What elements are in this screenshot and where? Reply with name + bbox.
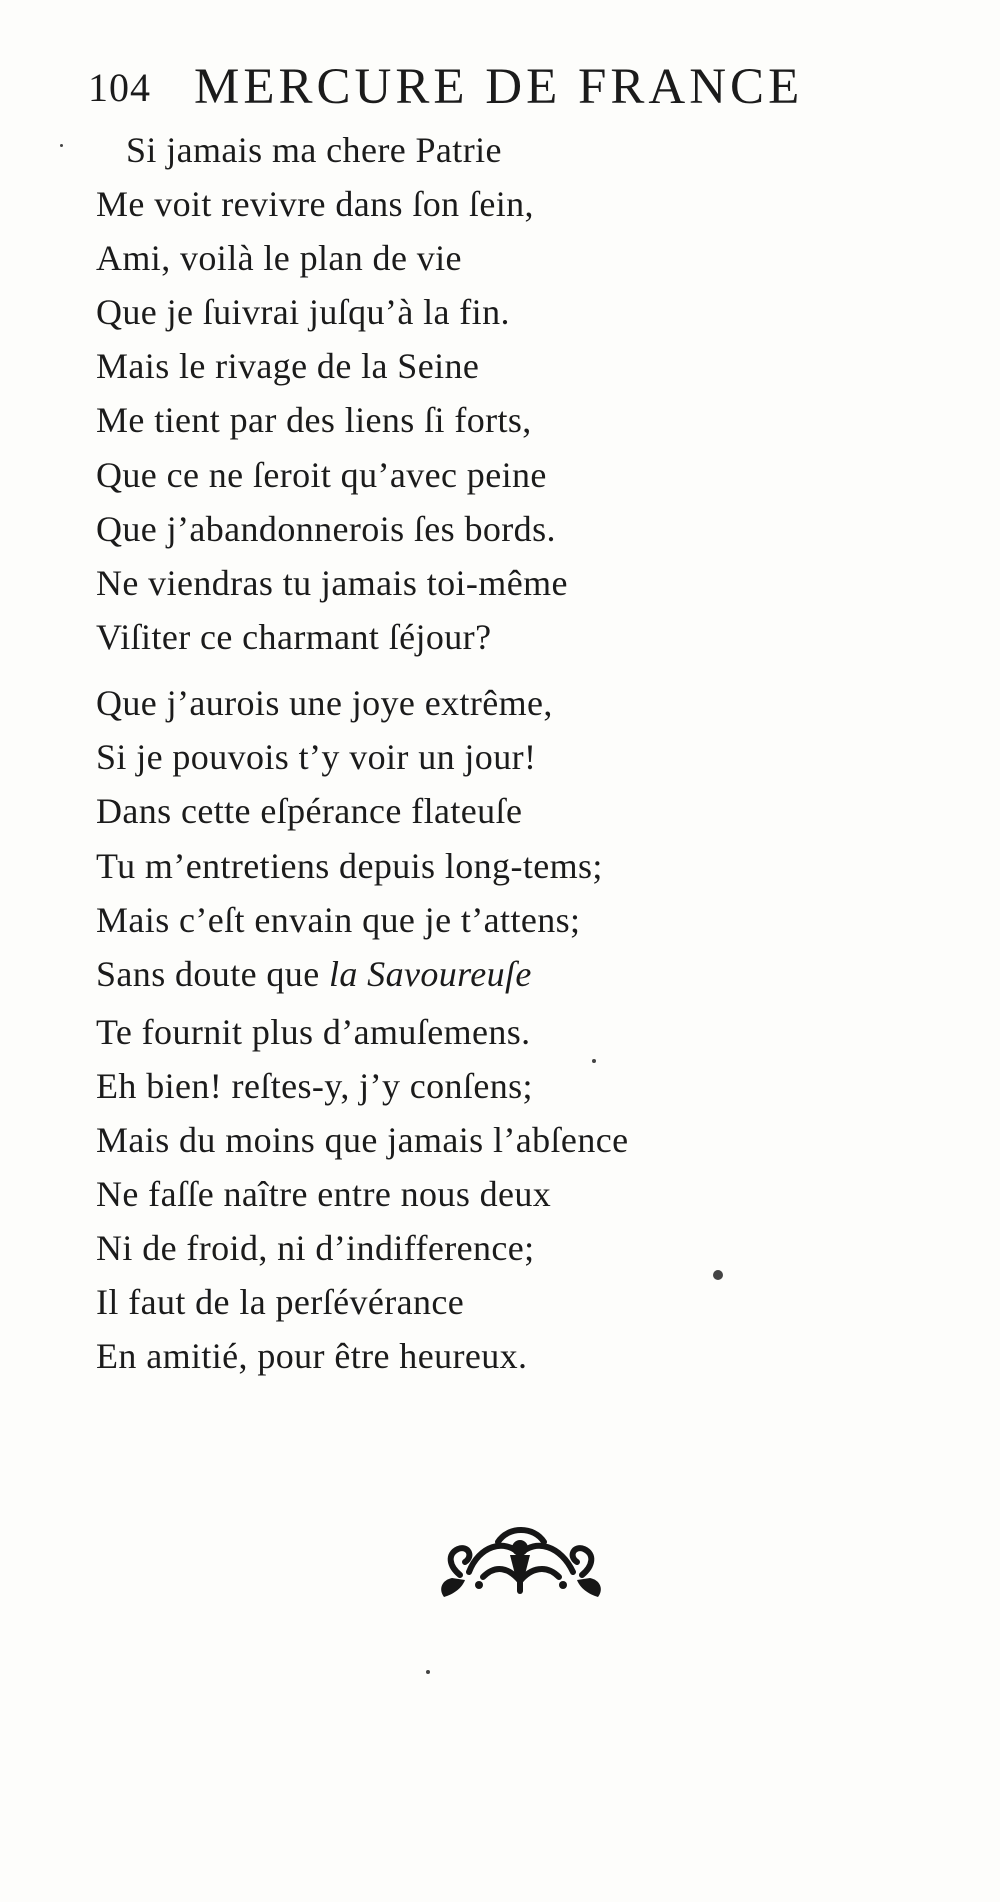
poem-line: Me voit revivre dans ſon ſein, xyxy=(96,184,534,224)
poem-line-with-italic xyxy=(96,956,532,992)
poem-line: Que ce ne ſeroit qu’avec peine xyxy=(96,455,547,495)
poem-line: Ami, voilà le plan de vie xyxy=(96,238,462,278)
poem-line: Tu m’entretiens depuis long-tems; xyxy=(96,846,603,886)
running-title: MERCURE DE FRANCE xyxy=(194,59,804,115)
poem-line: Eh bien! reſtes-y, j’y conſens; xyxy=(96,1066,533,1106)
poem-line: Viſiter ce charmant ſéjour? xyxy=(96,617,492,657)
poem-line: Mais du moins que jamais l’abſence xyxy=(96,1120,629,1160)
paper-speck xyxy=(426,1670,430,1674)
poem-line: Si je pouvois t’y voir un jour! xyxy=(96,737,537,777)
paper-speck xyxy=(60,144,63,147)
poem-line: Ni de froid, ni d’indifference; xyxy=(96,1228,535,1268)
poem-line: Ne faſſe naître entre nous deux xyxy=(96,1174,552,1214)
poem-line: Il faut de la perſévérance xyxy=(96,1282,465,1322)
poem-line: Que j’abandonnerois ſes bords. xyxy=(96,509,556,549)
poem-line: Ne viendras tu jamais toi-même xyxy=(96,563,568,603)
running-header xyxy=(88,58,878,128)
page-number: 104 xyxy=(88,65,151,110)
poem-line: Dans cette eſpérance flateuſe xyxy=(96,791,523,831)
poem-line: Me tient par des liens ſi forts, xyxy=(96,400,532,440)
printer-ornament-icon xyxy=(434,1518,608,1600)
poem-line: Que je ſuivrai juſqu’à la fin. xyxy=(96,292,510,332)
paper-speck xyxy=(592,1059,596,1063)
poem-line: Te fournit plus d’amuſemens. xyxy=(96,1012,531,1052)
poem-line: Si jamais ma chere Patrie xyxy=(126,130,502,170)
poem-line: Mais le rivage de la Seine xyxy=(96,346,480,386)
poem-line: Que j’aurois une joye extrême, xyxy=(96,683,553,723)
italic-place-name: la Savoureuſe xyxy=(328,954,532,994)
paper-speck xyxy=(713,1270,723,1280)
poem-line-text: Sans doute que xyxy=(96,954,329,994)
poem-line: Mais c’eſt envain que je t’attens; xyxy=(96,900,581,940)
poem-line: En amitié, pour être heureux. xyxy=(96,1336,528,1376)
